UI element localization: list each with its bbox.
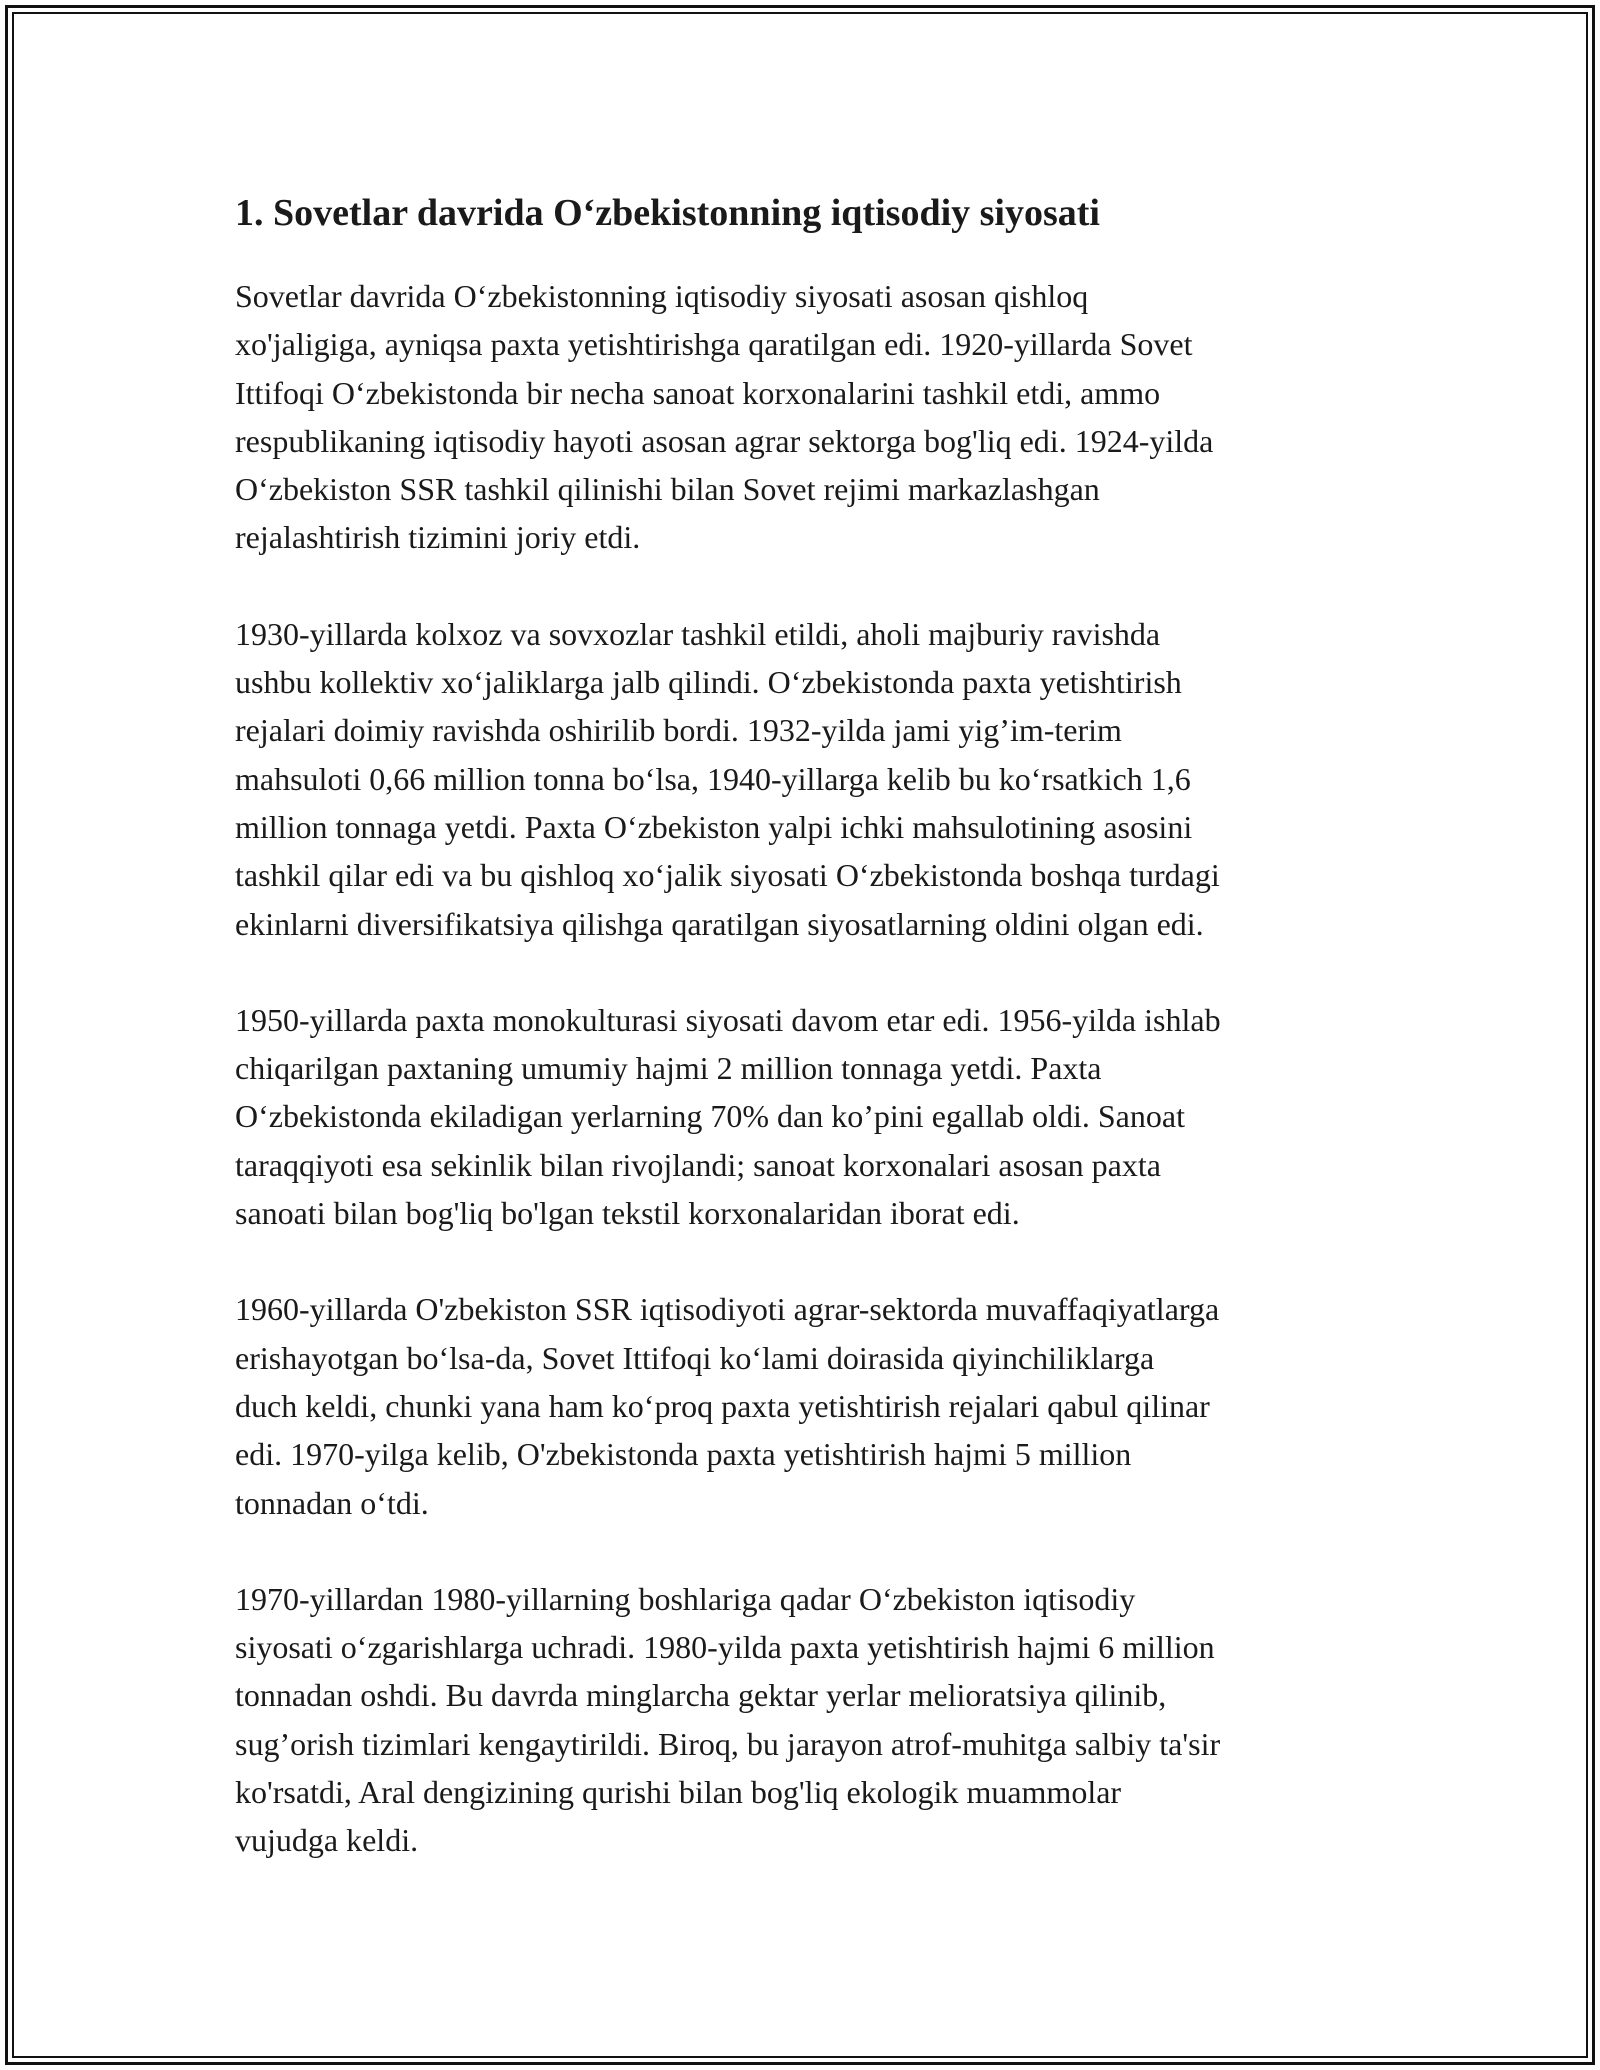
paragraph: 1950-yillarda paxta monokulturasi siyosati davom etar edi. 1956-yilda ishlab chiqarilgan paxtaning umumiy hajmi 2 million tonnaga yetdi. Paxta O‘zbekistonda ekiladigan yerlarning 70% dan ko’pini egallab oldi. Sanoat taraqqiyoti esa sekinlik bilan rivojlandi; sanoat korxonalari asosan paxta sanoati bilan bog'liq bo'lgan tekstil korxonalaridan iborat edi. [235,1001,1221,1232]
paragraph: 1970-yillardan 1980-yillarning boshlariga qadar O‘zbekiston iqtisodiy siyosati o‘zgarishlarga uchradi. 1980-yilda paxta yetishtirish hajmi 6 million tonnadan oshdi. Bu davrda minglarcha gektar yerlar melioratsiya qilinib, sug’orish tizimlari kengaytirildi. Biroq, bu jarayon atrof-muhitga salbiy ta'sir ko'rsatdi, Aral dengizining qurishi bilan bog'liq ekologik muammolar vujudga keldi. [235,1580,1221,1859]
paragraph: 1960-yillarda O'zbekiston SSR iqtisodiyoti agrar-sektorda muvaffaqiyatlarga erishayotgan bo‘lsa-da, Sovet Ittifoqi ko‘lami doirasida qiyinchiliklarga duch keldi, chunki yana ham ko‘proq paxta yetishtirish rejalari qabul qilinar edi. 1970-yilga kelib, O'zbekistonda paxta yetishtirish hajmi 5 million tonnadan o‘tdi. [235,1291,1220,1521]
paragraph: 1930-yillarda kolxoz va sovxozlar tashkil etildi, aholi majburiy ravishda ushbu kollektiv xo‘jaliklarga jalb qilindi. O‘zbekistonda paxta yetishtirish rejalari doimiy ravishda oshirilib bordi. 1932-yilda jami yig’im-terim mahsuloti 0,66 million tonna bo‘lsa, 1940-yillarga kelib bu ko‘rsatkich 1,6 million tonnaga yetdi. Paxta O‘zbekiston yalpi ichki mahsulotining asosini tashkil qilar edi va bu qishloq xo‘jalik siyosati O‘zbekistonda boshqa turdagi ekinlarni diversifikatsiya qilishga qaratilgan siyosatlarning oldini olgan edi. [235,615,1220,942]
section-title: 1. Sovetlar davrida O‘zbekistonning iqtisodiy siyosati [235,192,1100,234]
document-body [235,186,1375,1913]
paragraph: Sovetlar davrida O‘zbekistonning iqtisodiy siyosati asosan qishloq xo'jaligiga, ayniqsa paxta yetishtirishga qaratilgan edi. 1920-yillarda Sovet Ittifoqi O‘zbekistonda bir necha sanoat korxonalarini tashkil etdi, ammo respublikaning iqtisodiy hayoti asosan agrar sektorga bog'liq edi. 1924-yilda O‘zbekiston SSR tashkil qilinishi bilan Sovet rejimi markazlashgan rejalashtirish tizimini joriy etdi. [235,278,1214,556]
